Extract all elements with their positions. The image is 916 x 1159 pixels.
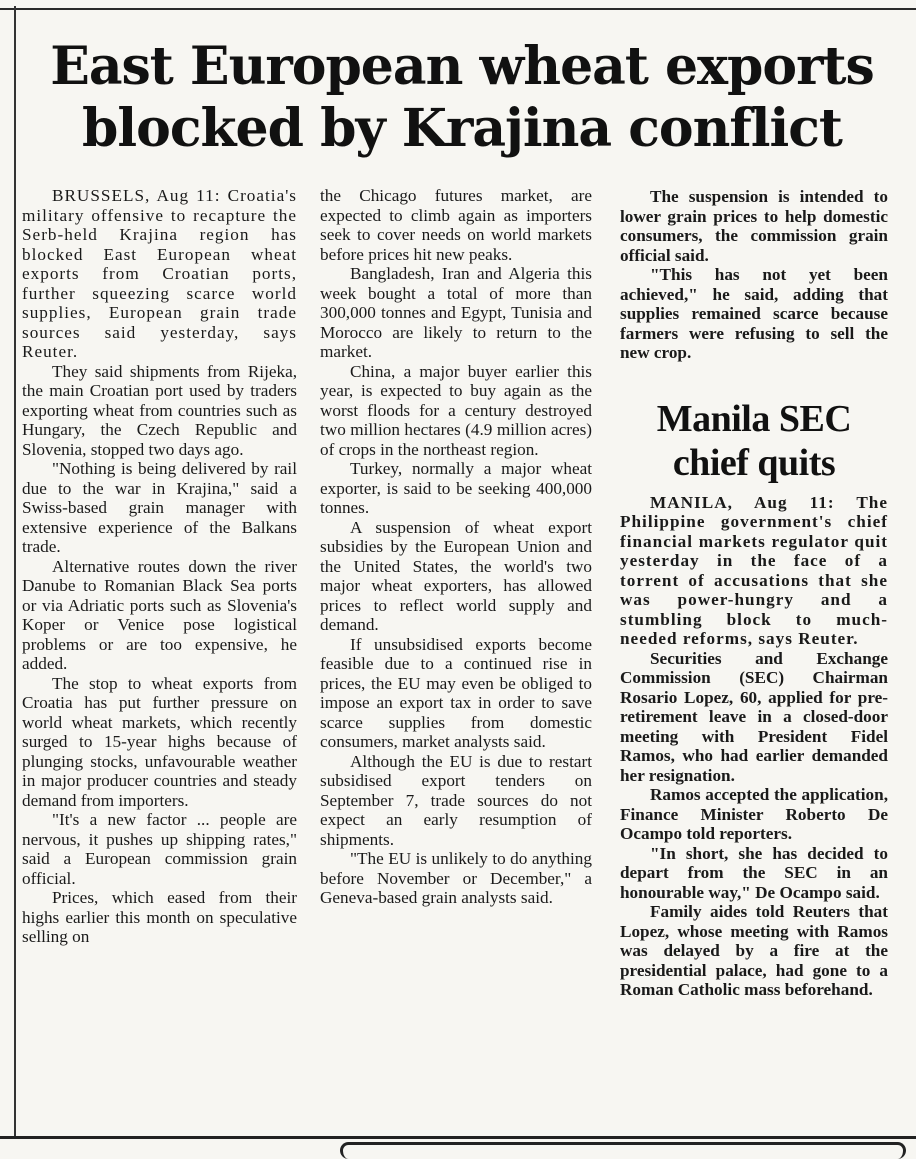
article-column-1 [22, 186, 297, 947]
main-headline-line-1: East European wheat exports [50, 36, 874, 97]
article-paragraph: They said shipments from Rijeka, the main Croatian port used by traders exporting wheat from countries such as Hungary, the Czech Republic and Slovenia, stopped two days ago. [22, 361, 297, 459]
article-paragraph: the Chicago futures market, are expected to climb again as importers seek to cover needs on world markets before prices hit new peaks. [320, 186, 592, 264]
bottom-rule [0, 1136, 916, 1139]
sidebar-paragraph: "In short, she has decided to depart from the SEC in an honourable way," De Ocampo said. [620, 843, 888, 902]
article-paragraph: Although the EU is due to restart subsidised export tenders on September 7, trade sources do not expect an early resumption of shipments. [320, 751, 592, 849]
article-paragraph: "This has not yet been achieved," he said, adding that supplies remained scarce because farmers were refusing to sell the new crop. [620, 265, 888, 362]
article-paragraph: The stop to wheat exports from Croatia has put further pressure on world wheat markets, which recently surged to 15-year highs because of plunging stocks, unfavourable weather in major producer countries and steady demand from importers. [22, 673, 297, 810]
article-paragraph: China, a major buyer earlier this year, is expected to buy again as the worst floods for a century destroyed two million hectares (4.9 million acres) of crops in the northeast region. [320, 361, 592, 459]
sidebar-paragraph: Securities and Exchange Commission (SEC) Chairman Rosario Lopez, 60, applied for pre-retirement leave in a closed-door meeting with President Fidel Ramos, who had earlier demanded her resignation. [620, 648, 888, 785]
article-column-3 [620, 187, 888, 1000]
article-paragraph: Prices, which eased from their highs earlier this month on speculative selling on [22, 888, 297, 946]
article-column-2 [320, 186, 592, 908]
article-paragraph: BRUSSELS, Aug 11: Croatia's military offensive to recapture the Serb-held Krajina region has blocked East European wheat exports from Croatian ports, further squeezing scarce world supplies, European grain trade sources said yesterday, says Reuter. [22, 186, 297, 361]
article-paragraph: "Nothing is being delivered by rail due to the war in Krajina," said a Swiss-based grain manager with extensive experience of the Balkans trade. [22, 459, 297, 556]
article-paragraph: Bangladesh, Iran and Algeria this week bought a total of more than 300,000 tonnes and Egypt, Tunisia and Morocco are likely to return to the market. [320, 264, 592, 361]
next-article-box-edge [340, 1142, 906, 1159]
main-headline-line-2: blocked by Krajina conflict [82, 98, 842, 159]
sidebar-paragraph: MANILA, Aug 11: The Philippine government's chief financial markets regulator quit yesterday in the face of a torrent of accusations that she was power-hungry and a stumbling block to much-needed reforms, says Reuter. [620, 492, 888, 648]
article-paragraph: "It's a new factor ... people are nervous, it pushes up shipping rates," said a European commission grain official. [22, 810, 297, 888]
sidebar-headline [620, 397, 888, 485]
sidebar-headline-line-1: Manila SEC [656, 397, 852, 440]
article-paragraph: A suspension of wheat export subsidies by the European Union and the United States, the world's two major wheat exporters, has allowed prices to reflect world supply and demand. [320, 517, 592, 634]
sidebar-headline-line-2: chief quits [672, 441, 836, 484]
article-paragraph: "The EU is unlikely to do anything before November or December," a Geneva-based grain analysts said. [320, 849, 592, 907]
article-paragraph: The suspension is intended to lower grain prices to help domestic consumers, the commission grain official said. [620, 187, 888, 265]
main-headline [22, 36, 902, 160]
left-column-rule [14, 6, 16, 1136]
article-paragraph: Alternative routes down the river Danube to Romanian Black Sea ports or via Adriatic ports such as Slovenia's Koper or Venice pose logistical problems or are too expensive, he added. [22, 556, 297, 673]
top-rule [0, 8, 916, 10]
article-paragraph: If unsubsidised exports become feasible due to a continued rise in prices, the EU may even be obliged to impose an export tax in order to save scarce supplies from domestic consumers, market analysts said. [320, 634, 592, 751]
article-paragraph: Turkey, normally a major wheat exporter, is said to be seeking 400,000 tonnes. [320, 459, 592, 517]
sidebar-paragraph: Ramos accepted the application, Finance Minister Roberto De Ocampo told reporters. [620, 785, 888, 843]
sidebar-paragraph: Family aides told Reuters that Lopez, whose meeting with Ramos was delayed by a fire at the presidential palace, had gone to a Roman Catholic mass beforehand. [620, 902, 888, 999]
